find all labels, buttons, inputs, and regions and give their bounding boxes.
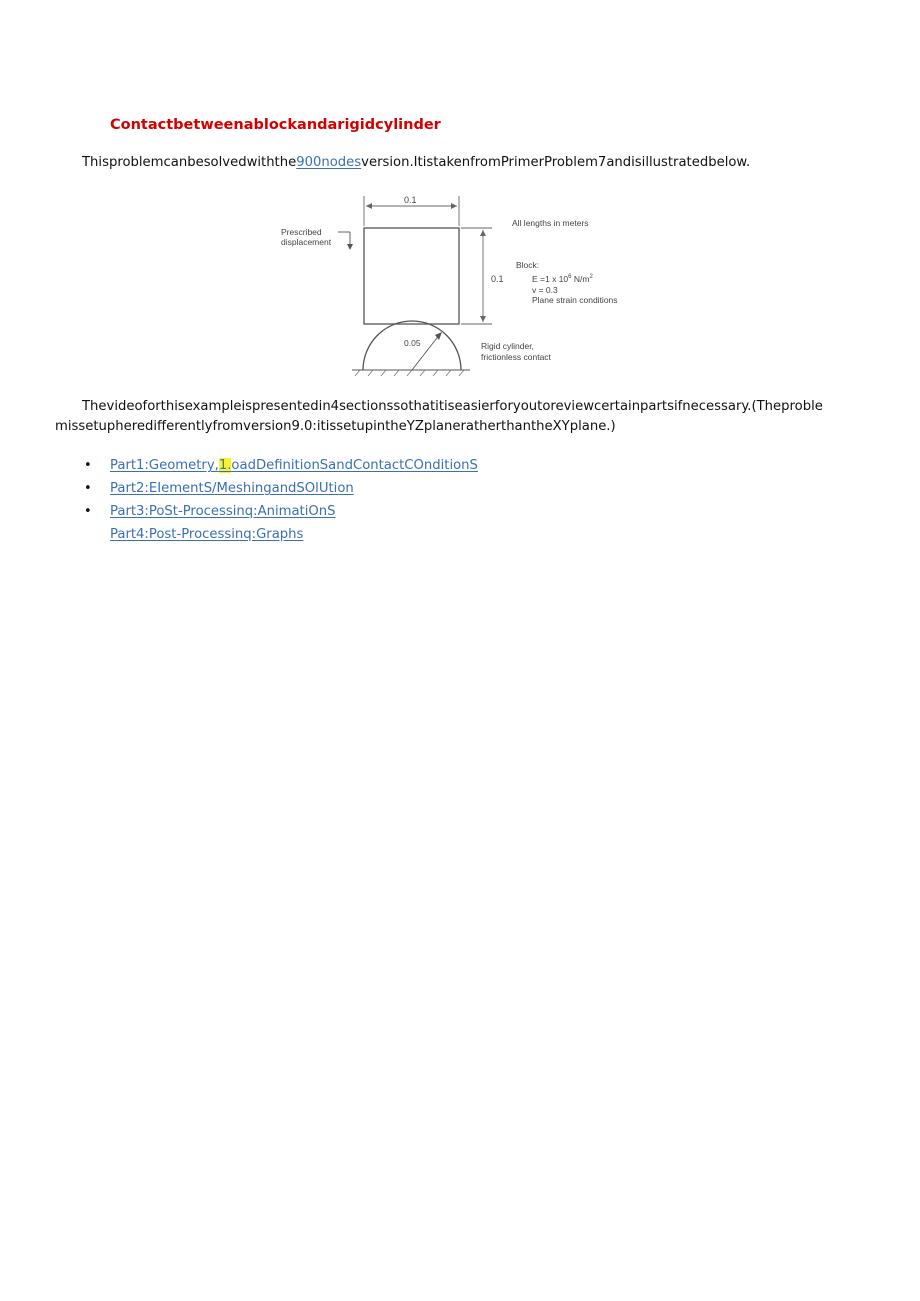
cylinder-label-1: Rigid cylinder, bbox=[481, 341, 534, 351]
bullet-dot: • bbox=[84, 458, 92, 473]
problem-figure bbox=[270, 186, 650, 382]
part-1-link[interactable]: Part1:Geometry,1.oadDefinitionSandContactCOnditionS bbox=[110, 458, 478, 473]
radius-label: 0.05 bbox=[404, 338, 421, 348]
video-paragraph-line-2: missetupheredifferentlyfromversion9.0:itissetupintheYZplaneratherthantheXYplane.) bbox=[55, 419, 616, 434]
part-2-link[interactable]: Part2:EIementS/MeshingandSOlUtion bbox=[110, 481, 354, 496]
width-label: 0.1 bbox=[404, 195, 417, 205]
intro-paragraph bbox=[82, 153, 750, 173]
intro-text-before: Thisproblemcanbesolvedwiththe bbox=[82, 155, 297, 170]
prescribed-label-2: displacement bbox=[281, 237, 332, 247]
part-3-link[interactable]: Part3:PoSt-Processinq:AnimatiOnS bbox=[110, 504, 336, 519]
part-4-link[interactable]: Part4:Post-Processinq:Graphs bbox=[110, 527, 304, 542]
page-title: Contactbetweenablockandarigidcylinder bbox=[110, 117, 441, 133]
highlighted-text: 1. bbox=[218, 458, 232, 473]
plane-strain-label: Plane strain conditions bbox=[532, 295, 618, 305]
list-item bbox=[82, 525, 478, 548]
poisson-label: v = 0.3 bbox=[532, 285, 558, 295]
list-item bbox=[82, 479, 478, 502]
prescribed-label-1: Prescribed bbox=[281, 227, 322, 237]
height-label: 0.1 bbox=[491, 274, 504, 284]
lengths-note: All lengths in meters bbox=[512, 218, 589, 228]
intro-text-after: version.ItistakenfromPrimerProblem7andisillustratedbelow. bbox=[361, 155, 751, 170]
900-nodes-link[interactable]: 900nodes bbox=[296, 155, 362, 170]
modulus-label: E =1 x $10^6$ $N/m^2$ bbox=[532, 274, 593, 284]
width-arrow-left bbox=[366, 203, 372, 209]
bullet-dot: • bbox=[84, 481, 92, 496]
list-item bbox=[82, 502, 478, 525]
height-arrow-bottom bbox=[480, 316, 486, 322]
video-paragraph-line-1: Thevideoforthisexampleispresentedin4sectionssothatitiseasierforyoutoreviewcertainpartsifnecessary.(Theproble bbox=[82, 399, 823, 414]
prescribed-arrow bbox=[347, 244, 353, 250]
cylinder-label-2: frictionless contact bbox=[481, 352, 551, 362]
width-arrow-right bbox=[451, 203, 457, 209]
video-parts-list bbox=[82, 456, 478, 548]
block-rect bbox=[364, 228, 459, 324]
height-arrow-top bbox=[480, 230, 486, 236]
bullet-dot: • bbox=[84, 504, 92, 519]
ground-hatching bbox=[355, 370, 464, 376]
list-item bbox=[82, 456, 478, 479]
block-label: Block: bbox=[516, 260, 540, 270]
